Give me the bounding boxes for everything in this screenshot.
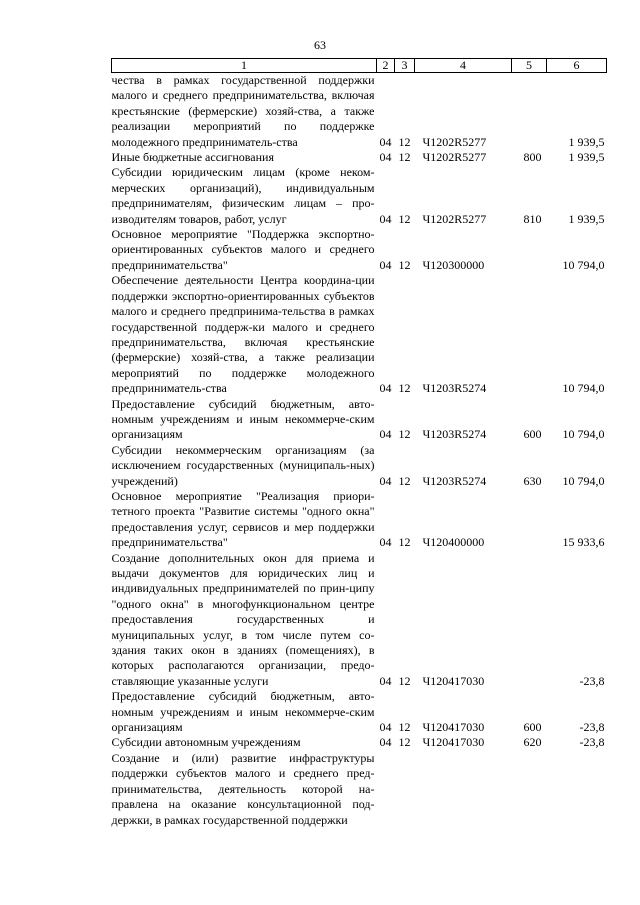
row-expense-type: 630 [523, 473, 542, 488]
row-section: 04 [379, 150, 392, 165]
row-amount: 1 939,5 [568, 134, 605, 149]
table-row [112, 751, 607, 828]
row-subsection: 12 [398, 473, 411, 488]
row-target-code: Ч120417030 [422, 673, 485, 688]
row-name: Создание дополнительных окон для приема и выдачи документов для юридических лиц и индивидуальных предпринимателей по прин-ципу "одного окна" в многофункциональном центре предоставления государственных и муниципальных услуг, в том числе путем со-здания таких окон в зданиях (помещениях), в которых располагаются организации, предо-ставляющие указанные услуги [111, 550, 375, 688]
column-header-3: 3 [395, 59, 415, 73]
row-amount: 10 794,0 [562, 381, 605, 396]
table-row [112, 489, 607, 551]
row-expense-type [512, 73, 547, 151]
table-row [112, 273, 607, 396]
row-section: 04 [379, 381, 392, 396]
header-row [112, 59, 607, 73]
row-name: чества в рамках государственной поддержки малого и среднего предпринимательства, включая крестьянские (фермерские) хозяй-ства, а также реализации мероприятий по поддержке молодежного предприниматель-ства [111, 73, 375, 149]
row-name: Основное мероприятие "Реализация приори-тетного проекта "Развитие системы "одного окна" предоставления услуг, сервисов и мер поддержки предпринимательства" [111, 488, 375, 550]
row-section: 04 [379, 673, 392, 688]
column-header-6: 6 [547, 59, 607, 73]
row-expense-type: 800 [523, 150, 542, 165]
table-row [112, 397, 607, 443]
row-section: 04 [379, 535, 392, 550]
row-expense-type [512, 227, 547, 273]
column-header-4: 4 [415, 59, 512, 73]
row-name: Предоставление субсидий бюджетным, авто-номным учреждениям и иным некоммерче-ским организациям [111, 689, 375, 735]
row-section: 04 [379, 720, 392, 735]
row-amount: 10 794,0 [562, 427, 605, 442]
row-section [377, 751, 395, 828]
row-subsection: 12 [398, 134, 411, 149]
row-target-code: Ч1202R5277 [422, 134, 487, 149]
row-section: 04 [379, 427, 392, 442]
row-target-code: Ч120417030 [422, 720, 485, 735]
row-amount: -23,8 [579, 720, 605, 735]
row-target-code [415, 751, 512, 828]
row-subsection: 12 [398, 735, 411, 750]
row-expense-type: 600 [523, 720, 542, 735]
row-section: 04 [379, 735, 392, 750]
row-amount: 1 939,5 [568, 211, 605, 226]
row-target-code: Ч1203R5274 [422, 381, 487, 396]
column-header-2: 2 [377, 59, 395, 73]
table-row [112, 551, 607, 690]
row-name: Создание и (или) развитие инфраструктуры поддержки субъектов малого и среднего пред-принимательства, деятельность которой на-правлена на оказание консультационной под-держки, в рамках государственной поддержки [111, 750, 375, 827]
row-name: Обеспечение деятельности Центра координа-ции поддержки экспортно-ориентированных субъектов малого и среднего предпринима-тельства в рамках государственной поддерж-ки малого и среднего предпринимательства, включая крестьянские (фермерские) хозяй-ства, а также реализации мероприятий по поддержке молодежного предприниматель-ства [111, 273, 375, 396]
row-target-code: Ч1203R5274 [422, 427, 487, 442]
row-name: Субсидии юридическим лицам (кроме неком-мерческих организаций), индивидуальным предпринимателям, физическим лицам – про-изводителям товаров, работ, услуг [111, 165, 375, 226]
column-header-5: 5 [512, 59, 547, 73]
row-target-code: Ч1202R5277 [422, 211, 487, 226]
row-name: Субсидии автономным учреждениям [111, 735, 301, 750]
row-subsection: 12 [398, 427, 411, 442]
table-body [112, 73, 607, 828]
row-subsection: 12 [398, 535, 411, 550]
table-row [112, 73, 607, 151]
page-number: 63 [314, 38, 326, 52]
row-target-code: Ч120417030 [422, 735, 485, 750]
table-row [112, 150, 607, 165]
row-amount: -23,8 [579, 673, 605, 688]
row-amount: 10 794,0 [562, 257, 605, 272]
row-name: Предоставление субсидий бюджетным, авто-номным учреждениям и иным некоммерче-ским организациям [111, 396, 375, 442]
row-subsection: 12 [398, 720, 411, 735]
row-amount: 10 794,0 [562, 473, 605, 488]
row-target-code: Ч120400000 [422, 535, 485, 550]
row-target-code: Ч120300000 [422, 257, 485, 272]
row-expense-type: 600 [523, 427, 542, 442]
row-expense-type [512, 551, 547, 690]
row-expense-type [512, 273, 547, 396]
row-section: 04 [379, 257, 392, 272]
row-subsection: 12 [398, 211, 411, 226]
row-section: 04 [379, 134, 392, 149]
row-subsection: 12 [398, 257, 411, 272]
row-amount: 1 939,5 [568, 150, 605, 165]
table-row [112, 443, 607, 489]
row-subsection: 12 [398, 673, 411, 688]
table-row [112, 165, 607, 227]
row-section: 04 [379, 473, 392, 488]
row-name: Основное мероприятие "Поддержка экспортно-ориентированных субъектов малого и среднего предпринимательства" [111, 227, 375, 272]
column-header-1: 1 [112, 59, 377, 73]
row-subsection: 12 [398, 150, 411, 165]
table-row [112, 227, 607, 273]
row-amount: 15 933,6 [562, 535, 605, 550]
row-target-code: Ч1202R5277 [422, 150, 487, 165]
row-subsection [395, 751, 415, 828]
row-expense-type [512, 751, 547, 828]
row-amount [547, 751, 607, 828]
row-expense-type: 810 [523, 211, 542, 226]
row-section: 04 [379, 211, 392, 226]
row-amount: -23,8 [579, 735, 605, 750]
row-name: Иные бюджетные ассигнования [111, 150, 274, 165]
row-subsection: 12 [398, 381, 411, 396]
row-expense-type: 620 [523, 735, 542, 750]
table-row [112, 689, 607, 735]
row-expense-type [512, 489, 547, 551]
row-target-code: Ч1203R5274 [422, 473, 487, 488]
row-name: Субсидии некоммерческим организациям (за исключением государственных (муниципаль-ных) учреждений) [111, 442, 375, 488]
table-row [112, 735, 607, 750]
budget-table [111, 58, 607, 828]
